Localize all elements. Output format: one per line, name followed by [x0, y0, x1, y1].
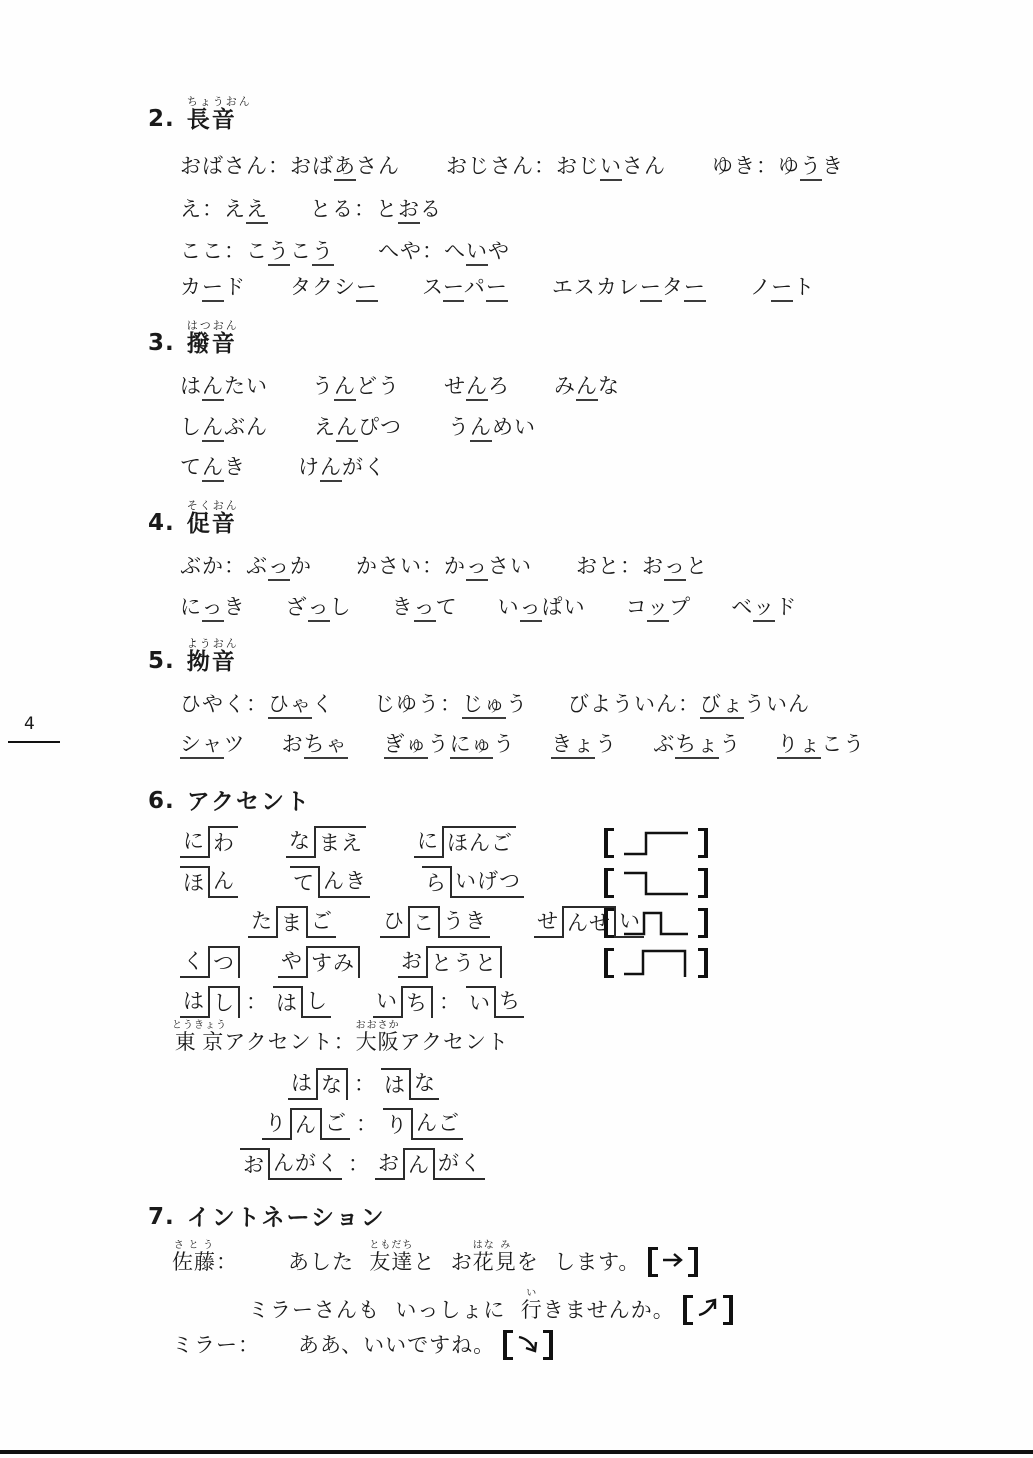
word: かさい：かっさい — [356, 551, 532, 581]
word: おじさん：おじいさん — [446, 151, 666, 181]
section-number: 2. — [148, 106, 175, 132]
word: びよういん：びょういん — [568, 689, 810, 719]
word: にっき — [180, 592, 246, 622]
accent-row-5 — [180, 986, 524, 1018]
tokyo-osaka-pair-3 — [240, 1148, 485, 1180]
lenticular-bracket-close — [698, 828, 708, 858]
word: てんき — [180, 452, 246, 482]
word: ゆき：ゆうき — [712, 151, 844, 181]
colon-separator: ： — [354, 1072, 375, 1096]
page-number: 4 — [24, 714, 36, 734]
section-heading-choon — [148, 96, 252, 132]
pitch-pattern-low-high-low — [619, 904, 693, 942]
intonation-arrow-fall — [503, 1330, 553, 1360]
pitch-word: り ん ご — [262, 1108, 350, 1140]
colon-separator: ： — [439, 990, 460, 1014]
word: タクシー — [290, 272, 378, 302]
lenticular-bracket-open — [503, 1330, 513, 1360]
section-title: アクセント — [186, 789, 312, 815]
speaker-name: ミラー： — [172, 1332, 260, 1357]
pitch-word: は な — [288, 1068, 348, 1100]
dialogue-text: あした 友達ともだちと お花はな見みを します。 — [288, 1240, 641, 1274]
pitch-pattern-low-high-fall — [619, 944, 693, 982]
dialogue-text: ああ、いいですね。 — [298, 1332, 496, 1357]
colon-separator: ： — [246, 990, 267, 1014]
pitch-word: ら いげつ — [422, 866, 524, 898]
pitch-word: に ほんご — [414, 826, 516, 858]
section-furigana: ようおん — [186, 637, 239, 650]
choon-line-1 — [180, 151, 844, 181]
hatsuon-line-2 — [180, 412, 536, 442]
word: おばさん：おばあさん — [180, 151, 400, 181]
word: きって — [392, 592, 458, 622]
section-number: 7. — [148, 1204, 175, 1230]
word: え：ええ — [180, 194, 268, 224]
section-title: イントネーション — [186, 1205, 386, 1231]
section-furigana: はつおん — [186, 319, 239, 332]
section-heading-yoon — [148, 638, 239, 674]
colon-separator: ： — [356, 1112, 377, 1136]
word: ここ：こうこう — [180, 236, 334, 266]
lenticular-bracket-close — [698, 908, 708, 938]
lenticular-bracket-close — [543, 1330, 553, 1360]
word: コップ — [626, 592, 692, 622]
word: えんぴつ — [314, 412, 402, 442]
word: ざっし — [286, 592, 352, 622]
pitch-word: た ま ご — [248, 906, 336, 938]
choon-line-4 — [180, 272, 815, 302]
choon-line-2 — [180, 194, 442, 224]
pitch-word: は な — [381, 1068, 439, 1100]
intonation-arrow-rise — [683, 1295, 733, 1325]
section-title: 撥音 — [186, 331, 237, 357]
section-heading-sokuon — [148, 500, 239, 536]
section-title: 長音 — [186, 107, 237, 133]
section-number: 4. — [148, 510, 175, 536]
pitch-word: く つ — [180, 946, 240, 978]
choon-line-3 — [180, 236, 510, 266]
pitch-word: ほ ん — [180, 866, 238, 898]
pitch-word: お とうと — [398, 946, 502, 978]
accent-pattern-legend-4 — [604, 944, 708, 982]
word: ぎゅうにゅう — [384, 729, 516, 759]
intonation-line-2 — [248, 1288, 733, 1325]
pitch-word: お ん がく — [375, 1148, 485, 1180]
pitch-word: て んき — [290, 866, 370, 898]
section-title: 促音 — [186, 511, 237, 537]
accent-pattern-legend-3 — [604, 904, 708, 942]
word: ベッド — [731, 592, 797, 622]
section-number: 5. — [148, 648, 175, 674]
sokuon-line-2 — [180, 592, 797, 622]
rise-arrow-icon — [695, 1295, 721, 1325]
word: しんぶん — [180, 412, 268, 442]
word: ノート — [750, 272, 815, 302]
intonation-arrow-level — [648, 1247, 698, 1277]
speaker-name: 佐藤さとう： — [172, 1240, 238, 1274]
lenticular-bracket-open — [604, 948, 614, 978]
lenticular-bracket-open — [648, 1247, 658, 1277]
lenticular-bracket-open — [604, 828, 614, 858]
word: カード — [180, 272, 246, 302]
tokyo-osaka-heading: 東京とうきょうアクセント：大阪おおさかアクセント — [172, 1020, 509, 1054]
pitch-word: お んがく — [240, 1148, 342, 1180]
word: みんな — [554, 371, 620, 401]
lenticular-bracket-close — [698, 948, 708, 978]
hatsuon-line-1 — [180, 371, 620, 401]
colon-separator: ： — [348, 1152, 369, 1176]
fall-arrow-icon — [515, 1330, 541, 1360]
lenticular-bracket-close — [698, 868, 708, 898]
page-bottom-rule — [0, 1450, 1033, 1454]
word: おと：おっと — [576, 551, 708, 581]
hatsuon-line-3 — [180, 452, 386, 482]
dialogue-text: ミラーさんも いっしょに 行いきませんか。 — [248, 1288, 675, 1322]
word: はんたい — [180, 371, 268, 401]
intonation-line-3 — [172, 1330, 553, 1360]
intonation-line-1 — [172, 1240, 698, 1277]
pitch-pattern-low-high — [619, 824, 693, 862]
section-number: 6. — [148, 788, 175, 814]
word: おちゃ — [282, 729, 348, 759]
word: けんがく — [298, 452, 386, 482]
word: りょこう — [777, 729, 865, 759]
level-arrow-icon — [660, 1247, 686, 1277]
word: せんろ — [444, 371, 510, 401]
pitch-word: は し — [273, 986, 331, 1018]
sokuon-line-1 — [180, 551, 708, 581]
word: じゆう：じゅう — [374, 689, 528, 719]
word: シャツ — [180, 729, 246, 759]
lenticular-bracket-close — [723, 1295, 733, 1325]
lenticular-bracket-open — [683, 1295, 693, 1325]
accent-row-2 — [180, 866, 524, 898]
accent-pattern-legend-2 — [604, 864, 708, 902]
word: ぶちょう — [653, 729, 741, 759]
pitch-word: い ち — [466, 986, 524, 1018]
section-heading-intonation — [148, 1204, 386, 1230]
yoon-line-1 — [180, 689, 810, 719]
pitch-word: は し — [180, 986, 240, 1018]
pitch-word: な まえ — [286, 826, 366, 858]
lenticular-bracket-open — [604, 908, 614, 938]
word: うんめい — [448, 412, 536, 442]
pitch-word: せ んせ い — [534, 906, 644, 938]
section-title: 拗音 — [186, 649, 237, 675]
word: うんどう — [312, 371, 400, 401]
section-furigana: ちょうおん — [186, 95, 252, 108]
word: ぶか：ぶっか — [180, 551, 312, 581]
word: スーパー — [422, 272, 508, 302]
tokyo-osaka-pair-2 — [262, 1108, 463, 1140]
yoon-line-2 — [180, 729, 865, 759]
word: エスカレーター — [552, 272, 706, 302]
tokyo-osaka-pair-1 — [288, 1068, 439, 1100]
pitch-pattern-high-low — [619, 864, 693, 902]
lenticular-bracket-open — [604, 868, 614, 898]
word: いっぱい — [498, 592, 586, 622]
word: きょう — [551, 729, 617, 759]
accent-row-3 — [248, 906, 644, 938]
page-number-rule — [8, 741, 60, 743]
pitch-word: い ち — [373, 986, 433, 1018]
pitch-word: や すみ — [278, 946, 360, 978]
accent-row-4 — [180, 946, 502, 978]
pitch-word: り んご — [383, 1108, 463, 1140]
accent-row-1 — [180, 826, 516, 858]
section-furigana: そくおん — [186, 499, 239, 512]
lenticular-bracket-close — [688, 1247, 698, 1277]
word: とる：とおる — [310, 194, 442, 224]
section-heading-hatsuon — [148, 320, 239, 356]
section-number: 3. — [148, 330, 175, 356]
section-heading-accent — [148, 788, 311, 814]
pitch-word: に わ — [180, 826, 238, 858]
pitch-word: ひ こ うき — [380, 906, 490, 938]
accent-pattern-legend-1 — [604, 824, 708, 862]
word: ひやく：ひゃく — [180, 689, 334, 719]
word: へや：へいや — [378, 236, 510, 266]
